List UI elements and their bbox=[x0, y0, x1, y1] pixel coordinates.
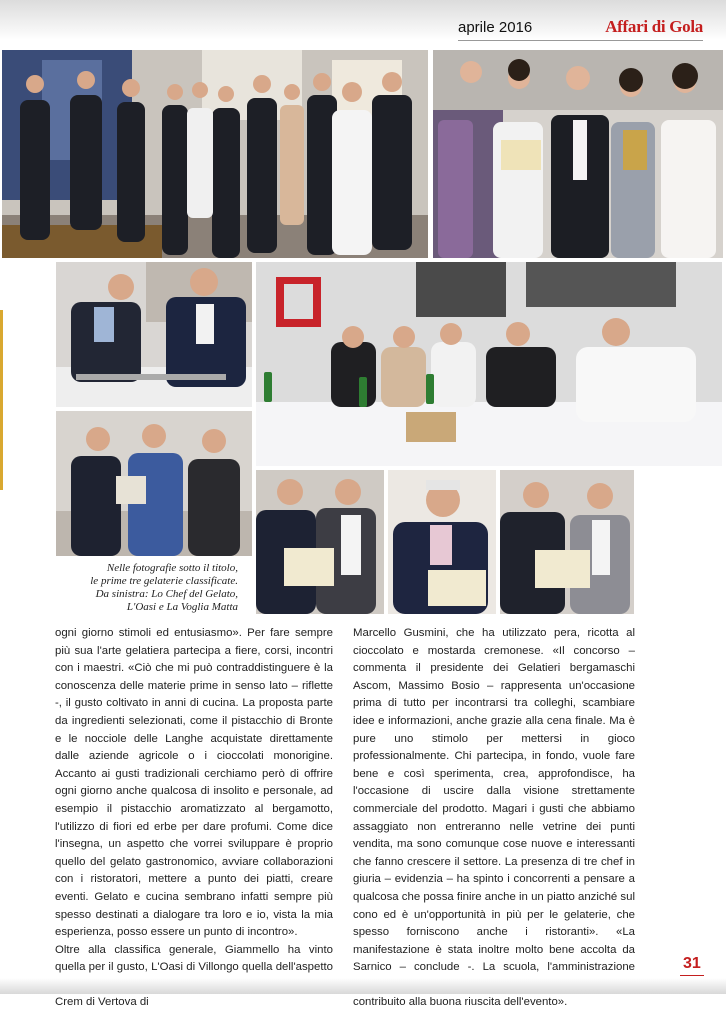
header-rule bbox=[458, 40, 703, 41]
article-paragraph: ogni giorno stimoli ed entusiasmo». Per fare sempre più sua l'arte gelatiera partecipa a fiere, corsi, incontri con i maestri. «Ciò che mi può contraddistinguere è la conoscenza delle materie prime in senso lato – riflette -, il gusto coltivato in anni di cucina. La proposta parte da ingredienti selezionati, come il pistacchio di Bronte e le nocciole delle Langhe acquistate direttamente dalle aziende agricole o i cioccolati monorigine. Accanto ai gusti tradizionali cerchiamo però di offrire ogni giorno anche qualcosa di insolito e personale, ad esempio il pistacchio aromatizzato al bergamotto, l'utilizzo di fiori ed erbe per dare profumi. Come dice l'insegna, un aspetto che vorrei sviluppare è proprio quello del gelato gastronomico, avviare collaborazioni con i ristoratori, mettere a punto dei piatti, creare eventi. Gelato e cucina sembrano infatti sempre più spesso destinati a dialogare tra loro e io, vista la mia esperienza, posso essere un punto di incontro». bbox=[55, 627, 333, 939]
certificate-photo-1 bbox=[256, 470, 384, 614]
page-number: 31 bbox=[683, 955, 701, 972]
bottom-shade bbox=[0, 978, 726, 994]
magazine-logo: Affari di Gola bbox=[605, 17, 703, 36]
award-trio-photo bbox=[56, 411, 252, 556]
certificate-photo-2 bbox=[388, 470, 496, 614]
article-column-left bbox=[55, 625, 333, 1012]
article-paragraph: Marcello Gusmini, che ha utilizzato pera, ricotta al cioccolato e mostarda cremonese. «Il concorso – commenta il presidente dei Gelatieri bergamaschi Ascom, Massimo Bosio – rappresenta un'occasione prima di tutto per incontrarsi tra colleghi, scambiare idee e informazioni, anche grazie alla cena finale. Ma è pure uno stimolo per mettersi in gioco professionalmente. Chi partecipa, in fondo, vuole fare bene e così sperimenta, crea, approfondisce, ha l'occasione di uscire dalla visione strettamente commerciale del prodotto. Magari i gusti che abbiamo assaggiato non entreranno nelle vetrine dei punti vendita, ma sono comunque cose nuove e interessanti che fanno crescere il settore. La presenza di tre chef in giuria – evidenzia – ha spinto i concorrenti a pensare a qualcosa che possa finire anche in un piatto anziché sul cono ed è un'opportunità in più per le gelaterie, che spesso forniscono anche i ristoranti». «La manifestazione è stata inoltre molto bene accolta da Sarnico – conclude -. La scuola, l'amministrazione contribuito alla buona riuscita dell'evento». bbox=[353, 627, 635, 1009]
winners-photo bbox=[433, 50, 723, 258]
caption-line: le prime tre gelaterie classificate. bbox=[90, 575, 238, 587]
certificate-photo-3 bbox=[500, 470, 634, 614]
issue-date: aprile 2016 bbox=[458, 19, 533, 36]
jury-tasting-photo bbox=[56, 262, 252, 407]
page-edge-bar bbox=[0, 310, 3, 490]
caption-line: Da sinistra: Lo Chef del Gelato, bbox=[95, 588, 238, 600]
article-column-right bbox=[353, 625, 635, 1012]
group-photo bbox=[2, 50, 428, 258]
page-header bbox=[458, 17, 703, 41]
photo-caption bbox=[80, 562, 238, 614]
jury-table-photo bbox=[256, 262, 722, 466]
caption-line: Nelle fotografie sotto il titolo, bbox=[106, 562, 238, 574]
page-number-rule bbox=[680, 975, 704, 976]
article-paragraph: Oltre alla classifica generale, Giammello ha vinto quella per il gusto, L'Oasi di Villongo quella dell'aspetto Crem di Vertova di bbox=[55, 943, 333, 1009]
caption-line: L'Oasi e La Voglia Matta bbox=[126, 601, 238, 613]
